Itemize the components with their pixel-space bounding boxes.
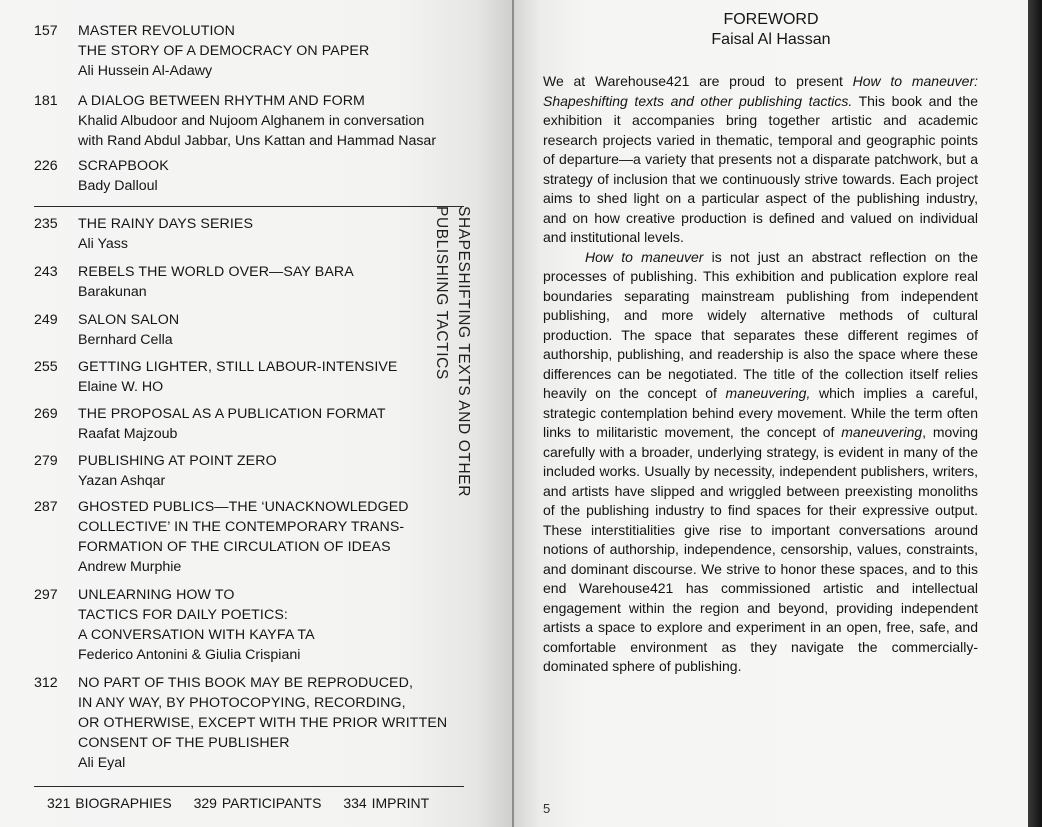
toc-page-number: 157 <box>34 23 58 39</box>
toc-page-number: 279 <box>34 453 58 469</box>
toc-author: Ali Hussein Al-Adawy <box>78 63 213 79</box>
toc-back-item: 329 PARTICIPANTS <box>193 795 322 811</box>
foreword-body <box>543 72 978 677</box>
toc-page-number: 226 <box>34 158 58 174</box>
toc-title: REBELS THE WORLD OVER—SAY BARA <box>78 264 354 280</box>
toc-title: NO PART OF THIS BOOK MAY BE REPRODUCED, IN ANY WAY, BY PHOTOCOPYING, RECORDING, OR OTHERWISE, EXCEPT WITH THE PRIOR WRITTEN CONSENT OF THE PUBLISHER <box>78 675 448 751</box>
section-divider <box>34 786 464 787</box>
left-page-contents <box>0 0 512 827</box>
toc-author: Khalid Albudoor and Nujoom Alghanem in conversation with Rand Abdul Jabbar, Uns Kattan and Hammad Nasar <box>78 113 437 149</box>
toc-title: GETTING LIGHTER, STILL LABOUR-INTENSIVE <box>78 359 398 375</box>
toc-author: Raafat Majzoub <box>78 426 178 442</box>
toc-author: Elaine W. HO <box>78 379 164 395</box>
scan-edge <box>1028 0 1042 827</box>
toc-page-number: 235 <box>34 216 58 232</box>
toc-page-number: 297 <box>34 587 58 603</box>
toc-page-number: 269 <box>34 406 58 422</box>
toc-author: Andrew Murphie <box>78 559 182 575</box>
toc-author: Federico Antonini & Giulia Crispiani <box>78 647 301 663</box>
vertical-title-line: SHAPESHIFTING TEXTS AND OTHER <box>455 206 472 497</box>
toc-title: MASTER REVOLUTION THE STORY OF A DEMOCRACY ON PAPER <box>78 23 370 59</box>
toc-title: SALON SALON <box>78 312 180 328</box>
toc-title: UNLEARNING HOW TO TACTICS FOR DAILY POETICS: A CONVERSATION WITH KAYFA TA <box>78 587 315 643</box>
toc-back-item: 321 BIOGRAPHIES <box>47 795 172 811</box>
paragraph: We at Warehouse421 are proud to present How to maneuver: Shapeshifting texts and other publishing tactics. This book and the exhibition it accompanies bring together artistic and academic research projects varied in thematic, temporal and geographic points of departure—a variety that presents not a disparate patchwork, but a strategy of inclusion that we continuously strive towards. Each project aims to shed light on a particular aspect of the publishing industry, and on how creative production is defined and valued on individual and institutional levels. <box>543 73 979 245</box>
toc-title: THE PROPOSAL AS A PUBLICATION FORMAT <box>78 406 386 422</box>
foreword-author: Faisal Al Hassan <box>711 31 831 48</box>
paragraph: How to maneuver is not just an abstract reflection on the processes of publishing. This exhibition and publication explore real boundaries separating mainstream publishing from independent publishing, and more widely alternative methods of cultural production. The space that separates these different regimes of authorship, publishing, and readership is also the space where these differences can be negotiated. The title of the collection itself relies heavily on the concept of maneuvering, which implies a careful, strategic contemplation behind every movement. While the term often links to militaristic movement, the concept of maneuvering, moving carefully with a broader, underlying strategy, is evident in many of the included works. Usually by necessity, independent publishers, writers, and artists have slipped and wriggled between preexisting monoliths of the publishing industry to find spaces for their expressive output. These interstitialities give rise to important conversations around notions of authorship, independence, censorship, values, constraints, and dominant discourse. We strive to honor these spaces, and to this end Warehouse421 has commissioned artistic and intellectual engagement within the region and beyond, providing independent artists a space to explore and experiment in an open, free, safe, and comfortable environment as they navigate the commercially-dominated sphere of publishing. <box>543 248 978 674</box>
toc-author: Barakunan <box>78 284 147 300</box>
toc-page-number: 243 <box>34 264 58 280</box>
toc-author: Ali Yass <box>78 236 128 252</box>
vertical-book-title <box>414 206 474 536</box>
toc-title: SCRAPBOOK <box>78 158 169 174</box>
page-number: 5 <box>543 801 551 816</box>
toc-page-number: 255 <box>34 359 58 375</box>
section-divider <box>34 206 464 207</box>
toc-back-item: 334 IMPRINT <box>343 795 430 811</box>
toc-author: Ali Eyal <box>78 755 126 771</box>
toc-title: GHOSTED PUBLICS—THE ‘UNACKNOWLEDGED COLLECTIVE’ IN THE CONTEMPORARY TRANS- FORMATION OF THE CIRCULATION OF IDEAS <box>78 499 409 555</box>
toc-title: A DIALOG BETWEEN RHYTHM AND FORM <box>78 93 365 109</box>
toc-back-matter <box>47 795 446 811</box>
toc-page-number: 249 <box>34 312 58 328</box>
toc-title: THE RAINY DAYS SERIES <box>78 216 254 232</box>
toc-author: Bady Dalloul <box>78 178 158 194</box>
foreword-heading: FOREWORD <box>723 11 819 28</box>
toc-page-number: 181 <box>34 93 58 109</box>
toc-author: Bernhard Cella <box>78 332 173 348</box>
vertical-title-line: PUBLISHING TACTICS <box>433 206 450 380</box>
toc-page-number: 287 <box>34 499 58 515</box>
toc-title: PUBLISHING AT POINT ZERO <box>78 453 277 469</box>
toc-page-number: 312 <box>34 675 58 691</box>
toc-author: Yazan Ashqar <box>78 473 166 489</box>
